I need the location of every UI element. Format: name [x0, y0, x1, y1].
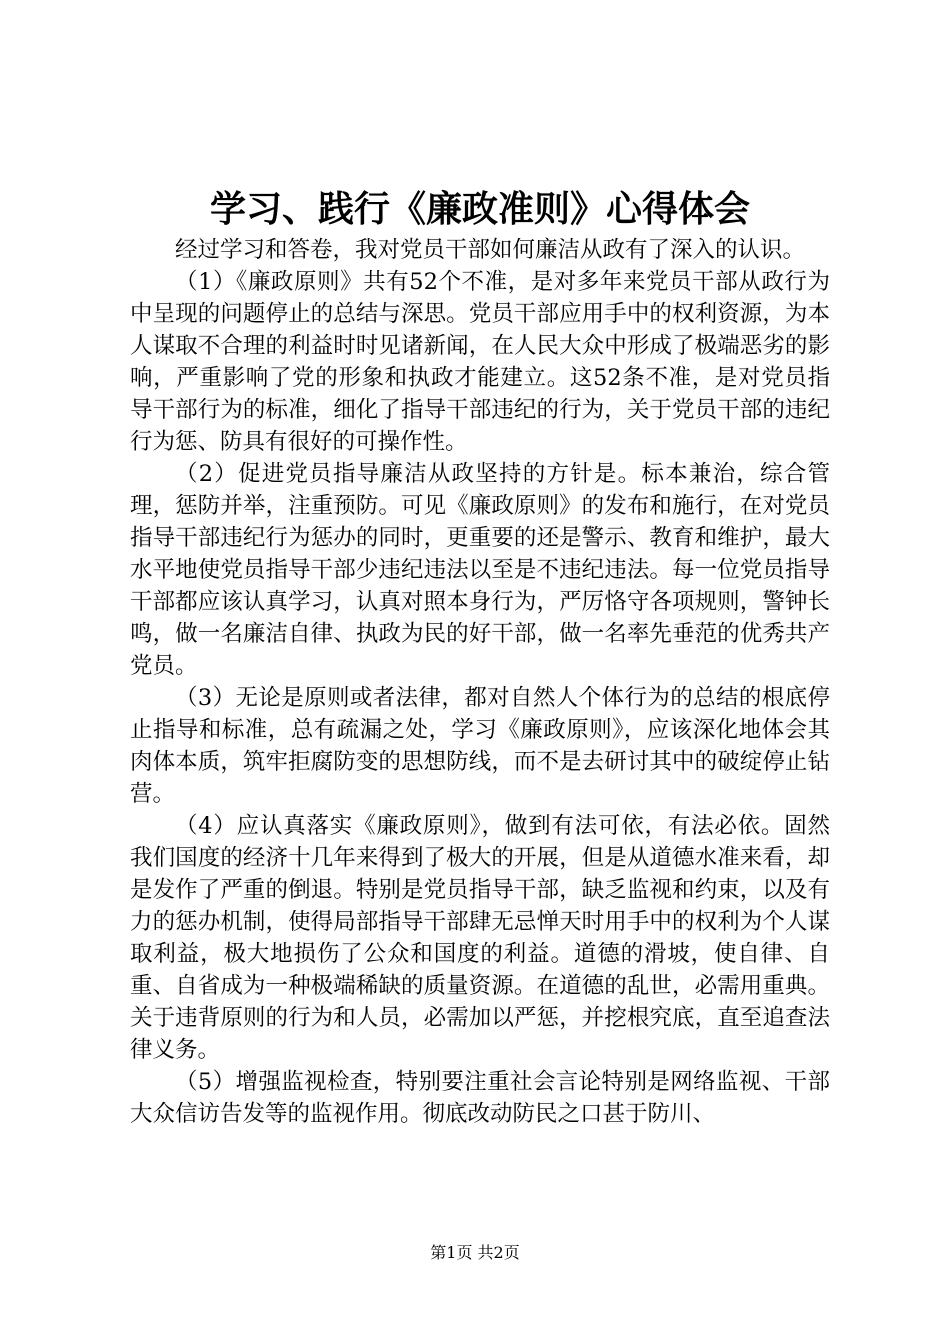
paragraph-3: （3）无论是原则或者法律，都对自然人个体行为的总结的根底停止指导和标准，总有疏漏之处，学习《廉政原则》，应该深化地体会其肉体本质，筑牢拒腐防变的思想防线，而不是去研讨其中的破绽停止钻营。	[130, 685, 830, 807]
paragraph-2: （2）促进党员指导廉洁从政坚持的方针是。标本兼治，综合管理，惩防并举，注重预防。可见《廉政原则》的发布和施行，在对党员指导干部违纪行为惩办的同时，更重要的还是警示、教育和维护，最大水平地使党员指导干部少违纪违法以至是不违纪违法。每一位党员指导干部都应该认真学习，认真对照本身行为，严厉恪守各项规则，警钟长鸣，做一名廉洁自律、执政为民的好干部，做一名率先垂范的优秀共产党员。	[130, 461, 830, 679]
paragraph-4: （4）应认真落实《廉政原则》，做到有法可依，有法必依。固然我们国度的经济十几年来得到了极大的开展，但是从道德水准来看，却是发作了严重的倒退。特别是党员指导干部，缺乏监视和约束，以及有力的惩办机制，使得局部指导干部肆无忌惮天时用手中的权利为个人谋取利益，极大地损伤了公众和国度的利益。道德的滑坡，使自律、自重、自省成为一种极端稀缺的质量资源。在道德的乱世，必需用重典。关于违背原则的行为和人员，必需加以严惩，并挖根究底，直至追查法律义务。	[130, 813, 830, 1063]
paragraph-1: （1）《廉政原则》共有52个不准，是对多年来党员干部从政行为中呈现的问题停止的总结与深思。党员干部应用手中的权利资源，为本人谋取不合理的利益时时见诸新闻，在人民大众中形成了极端恶劣的影响，严重影响了党的形象和执政才能建立。这52条不准，是对党员指导干部行为的标准，细化了指导干部违纪的行为，关于党员干部的违纪行为惩、防具有很好的可操作性。	[130, 269, 830, 455]
paragraph-5: （5）增强监视检查，特别要注重社会言论特别是网络监视、干部大众信访告发等的监视作用。彻底改动防民之口甚于防川、	[130, 1069, 830, 1127]
document-body	[130, 234, 830, 1130]
paragraph-intro: 经过学习和答卷，我对党员干部如何廉洁从政有了深入的认识。	[175, 237, 806, 263]
document-title: 学习、践行《廉政准则》心得体会	[209, 188, 750, 230]
page-footer: 第1页 共2页	[430, 1243, 520, 1262]
